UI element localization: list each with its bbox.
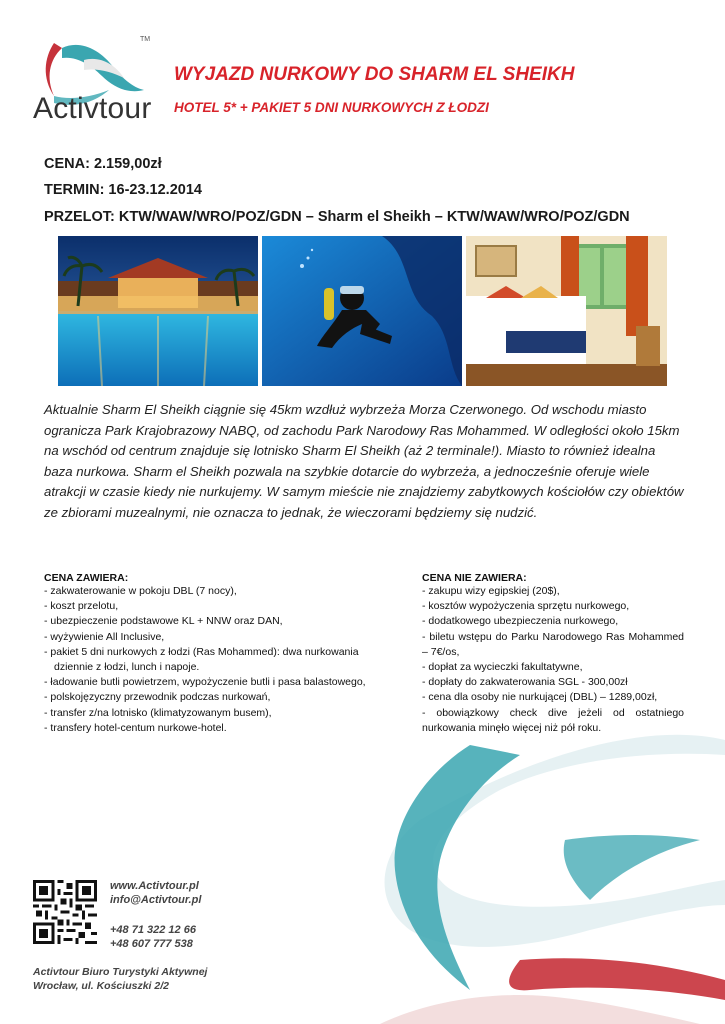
list-item: - obowiązkowy check dive jeżeli od ostatniego nurkowania minęło więcej niż pół roku.	[422, 706, 684, 734]
flight-line: PRZELOT: KTW/WAW/WRO/POZ/GDN – Sharm el Sheikh – KTW/WAW/WRO/POZ/GDN	[44, 209, 630, 225]
logo-text: Activtour	[33, 92, 152, 125]
qr-code-icon	[33, 880, 97, 944]
list-item: - koszt przelotu,	[44, 600, 119, 613]
company-address: Wrocław, ul. Kościuszki 2/2	[33, 980, 169, 992]
list-item: - biletu wstępu do Parku Narodowego Ras Mohammed – 7€/os,	[422, 630, 684, 658]
price-includes-section	[44, 572, 394, 736]
list-item: - pakiet 5 dni nurkowych z łodzi (Ras Mohammed): dwa nurkowania	[44, 645, 359, 658]
hotel-room-photo	[466, 236, 667, 386]
pool-resort-photo	[58, 236, 258, 386]
phone-1: +48 71 322 12 66	[110, 924, 196, 936]
excludes-list	[422, 584, 684, 736]
term-line: TERMIN: 16-23.12.2014	[44, 182, 202, 198]
price-excludes-section	[422, 572, 684, 736]
list-item: - cena dla osoby nie nurkującej (DBL) – 1289,00zł,	[422, 691, 658, 704]
list-item: - transfer z/na lotnisko (klimatyzowanym busem),	[44, 706, 272, 719]
diver-photo	[262, 236, 462, 386]
email-link[interactable]: info@Activtour.pl	[110, 894, 202, 906]
list-item: - dopłaty do zakwaterowania SGL - 300,00zł	[422, 676, 628, 689]
price-line: CENA: 2.159,00zł	[44, 156, 162, 172]
list-item: - kosztów wypożyczenia sprzętu nurkowego,	[422, 600, 630, 613]
page-subtitle: HOTEL 5* + PAKIET 5 DNI NURKOWYCH Z ŁODZI	[174, 100, 489, 115]
company-name: Activtour Biuro Turystyki Aktywnej	[33, 966, 208, 978]
includes-heading: CENA ZAWIERA:	[44, 572, 129, 584]
website-link[interactable]: www.Activtour.pl	[110, 880, 199, 892]
list-item: - polskojęzyczny przewodnik podczas nurkowań,	[44, 691, 271, 704]
list-item: - dodatkowego ubezpieczenia nurkowego,	[422, 615, 619, 628]
list-item: - dopłat za wycieczki fakultatywne,	[422, 661, 583, 674]
list-item: - zakwaterowanie w pokoju DBL (7 nocy),	[44, 585, 237, 597]
list-item: dziennie z łodzi, lunch i napoje.	[54, 661, 200, 674]
logo-tm: TM	[140, 36, 151, 43]
description-paragraph: Aktualnie Sharm El Sheikh ciągnie się 45km wzdłuż wybrzeża Morza Czerwonego. Od wschodu miasto ogranicza Park Krajobrazowy NABQ, od zachodu Park Narodowy Ras Mohammed. W odległości około 15km na wschód od centrum znajduje się lotnisko Sharm El Sheikh (aż 2 terminale!). Miasto to również idealna baza nurkowa. Sharm el Sheikh pozwala na szybkie dotarcie do wybrzeża, a jednocześnie oferuje wiele atrakcji w czasie kiedy nie nurkujemy. W samym mieście nie znajdziemy zabytkowych kościołów czy obiektów ze zbiorami muzealnymi, nie oznacza to jednak, że wieczorami będziemy się nudzić.	[44, 402, 684, 520]
list-item: - ubezpieczenie podstawowe KL + NNW oraz DAN,	[44, 615, 283, 628]
includes-list	[44, 584, 394, 736]
list-item: - ładowanie butli powietrzem, wypożyczenie butli i pasa balastowego,	[44, 676, 366, 689]
list-item: - zakupu wizy egipskiej (20$),	[422, 585, 560, 597]
page-title: WYJAZD NURKOWY DO SHARM EL SHEIKH	[174, 64, 575, 85]
phone-2: +48 607 777 538	[110, 938, 193, 950]
excludes-heading: CENA NIE ZAWIERA:	[422, 572, 527, 584]
list-item: - transfery hotel-centum nurkowe-hotel.	[44, 721, 227, 734]
list-item: - wyżywienie All Inclusive,	[44, 630, 165, 643]
